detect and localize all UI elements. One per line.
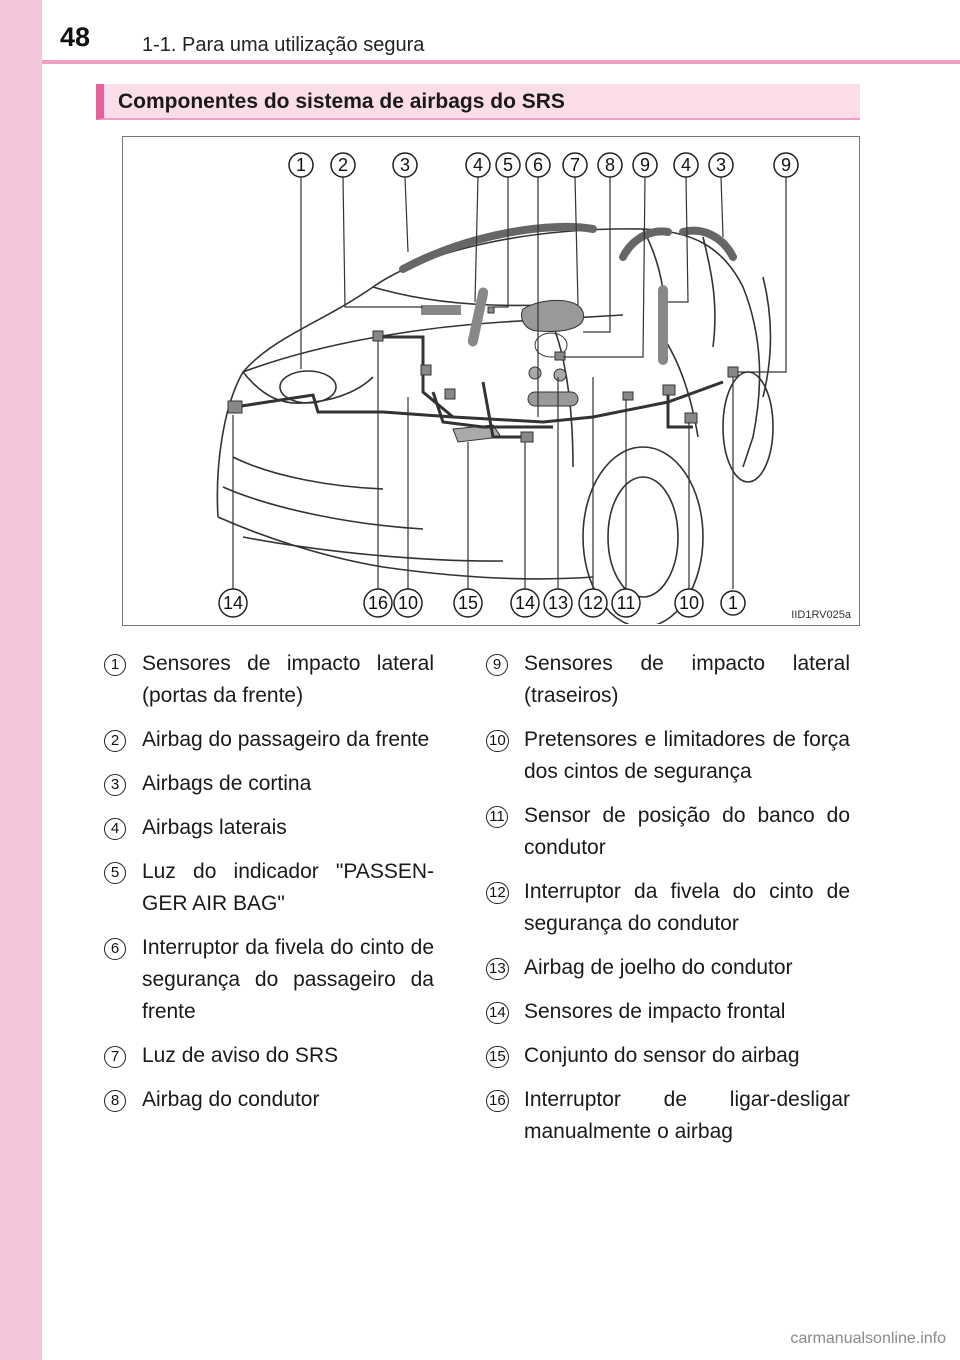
legend-text: Sensores de impacto lateral (traseiros) — [524, 652, 850, 707]
svg-text:7: 7 — [569, 155, 581, 175]
legend-number-badge: 11 — [486, 806, 508, 828]
legend-item-1 — [104, 648, 434, 712]
bottom-callout-11 — [612, 589, 640, 617]
legend-item-4 — [104, 812, 434, 844]
legend-text: Airbag de joelho do condutor — [524, 956, 793, 979]
bottom-callout-1 — [721, 591, 745, 615]
heading-title: Componentes do sistema de airbags do SRS — [118, 90, 565, 113]
legend-text: Pretensores e limitadores de força dos cintos de segurança — [524, 728, 850, 783]
bottom-callout-14 — [511, 589, 539, 617]
svg-text:1: 1 — [295, 155, 307, 175]
legend-right-column — [486, 648, 850, 1160]
legend-item-13 — [486, 952, 850, 984]
bottom-callout-10 — [675, 589, 703, 617]
bottom-callout-15 — [454, 589, 482, 617]
bottom-callouts — [219, 589, 745, 617]
top-callout-9 — [633, 153, 657, 177]
svg-text:11: 11 — [616, 593, 636, 613]
legend-text: Interruptor de ligar-desligar manualmente o airbag — [524, 1088, 850, 1143]
legend-text: Conjunto do sensor do airbag — [524, 1044, 800, 1067]
car-illustration — [123, 137, 858, 624]
svg-text:15: 15 — [457, 593, 479, 613]
section-title: 1-1. Para uma utilização segura — [142, 34, 425, 56]
legend-number-badge: 13 — [486, 958, 509, 980]
legend-number-badge: 8 — [104, 1090, 126, 1112]
legend-text: Airbags de cortina — [142, 772, 312, 795]
bottom-callout-10 — [394, 589, 422, 617]
svg-text:13: 13 — [547, 593, 569, 613]
legend-number-badge: 14 — [486, 1002, 509, 1024]
svg-text:4: 4 — [472, 155, 484, 175]
svg-text:2: 2 — [337, 155, 349, 175]
legend-number-badge: 9 — [486, 654, 508, 676]
svg-text:9: 9 — [639, 155, 651, 175]
legend-text: Luz de aviso do SRS — [142, 1044, 339, 1067]
svg-text:12: 12 — [582, 593, 604, 613]
legend-item-12 — [486, 876, 850, 940]
legend-number-badge: 1 — [104, 654, 126, 676]
svg-text:14: 14 — [514, 593, 536, 613]
bottom-callout-14 — [219, 589, 247, 617]
heading-box — [96, 84, 860, 120]
top-callout-7 — [563, 153, 587, 177]
legend-text: Airbags laterais — [142, 816, 287, 839]
legend-number-badge: 4 — [104, 818, 126, 840]
svg-text:14: 14 — [222, 593, 244, 613]
top-callouts — [289, 153, 798, 177]
bottom-callout-12 — [579, 589, 607, 617]
svg-text:5: 5 — [502, 155, 514, 175]
legend-text: Interruptor da fivela do cinto de segurança do condutor — [524, 880, 850, 935]
legend-item-7 — [104, 1040, 434, 1072]
legend-item-11 — [486, 800, 850, 864]
top-callout-1 — [289, 153, 313, 177]
svg-text:10: 10 — [678, 593, 700, 613]
legend-item-2 — [104, 724, 434, 756]
svg-text:1: 1 — [727, 593, 739, 613]
legend-item-8 — [104, 1084, 434, 1116]
legend-number-badge: 3 — [104, 774, 126, 796]
legend-text: Airbag do condutor — [142, 1088, 320, 1111]
legend-text: Sensores de impacto frontal — [524, 1000, 786, 1023]
legend-number-badge: 6 — [104, 938, 126, 960]
legend-number-badge: 16 — [486, 1090, 509, 1112]
page-number: 48 — [60, 22, 91, 52]
svg-text:8: 8 — [604, 155, 616, 175]
legend-number-badge: 2 — [104, 730, 126, 752]
top-callout-6 — [526, 153, 550, 177]
legend-text: Luz do indicador "PASSEN-GER AIR BAG" — [142, 860, 434, 915]
legend-number-badge: 10 — [486, 730, 509, 752]
legend-item-5 — [104, 856, 434, 920]
svg-text:3: 3 — [715, 155, 727, 175]
top-callout-4 — [466, 153, 490, 177]
legend-item-15 — [486, 1040, 850, 1072]
top-callout-9 — [774, 153, 798, 177]
legend-number-badge: 5 — [104, 862, 126, 884]
legend-text: Sensor de posição do banco do condutor — [524, 804, 850, 859]
legend-number-badge: 15 — [486, 1046, 509, 1068]
svg-text:10: 10 — [397, 593, 419, 613]
airbag-figure — [122, 136, 860, 626]
top-callout-3 — [393, 153, 417, 177]
legend-text: Interruptor da fivela do cinto de segurança do passageiro da frente — [142, 936, 434, 1023]
legend-number-badge: 12 — [486, 882, 509, 904]
legend-text: Sensores de impacto lateral (portas da frente) — [142, 652, 434, 707]
legend-item-16 — [486, 1084, 850, 1148]
left-margin-band — [0, 0, 42, 1360]
top-callout-5 — [496, 153, 520, 177]
top-callout-8 — [598, 153, 622, 177]
legend-item-6 — [104, 932, 434, 1028]
top-callout-2 — [331, 153, 355, 177]
bottom-callout-13 — [544, 589, 572, 617]
header-rule — [42, 60, 960, 64]
svg-text:4: 4 — [680, 155, 692, 175]
bottom-callout-16 — [364, 589, 392, 617]
svg-text:3: 3 — [399, 155, 411, 175]
figure-id: IID1RV025a — [791, 609, 851, 621]
svg-text:16: 16 — [367, 593, 389, 613]
legend-item-14 — [486, 996, 850, 1028]
top-callout-4 — [674, 153, 698, 177]
legend-text: Airbag do passageiro da frente — [142, 728, 430, 751]
legend-item-9 — [486, 648, 850, 712]
legend-item-3 — [104, 768, 434, 800]
svg-text:9: 9 — [780, 155, 792, 175]
top-callout-3 — [709, 153, 733, 177]
svg-text:6: 6 — [532, 155, 544, 175]
legend-left-column — [104, 648, 434, 1128]
watermark: carmanualsonline.info — [790, 1330, 946, 1347]
legend-item-10 — [486, 724, 850, 788]
legend-number-badge: 7 — [104, 1046, 126, 1068]
